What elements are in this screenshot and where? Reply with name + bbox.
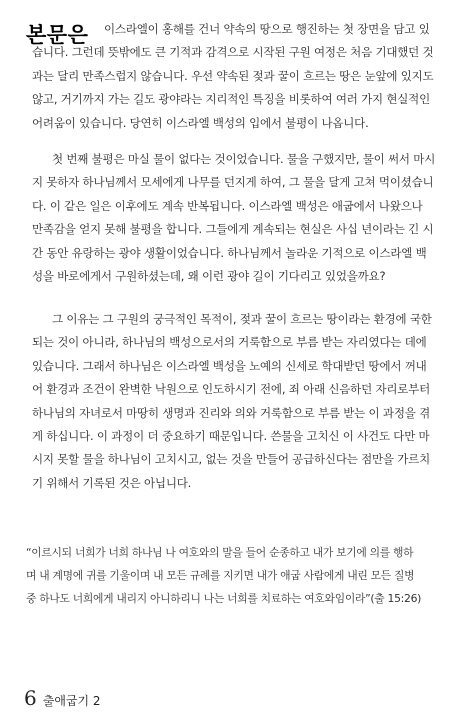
paragraph-line: 되는 것이 아니라, 하나님의 백성으로서의 거룩함으로 부름 받는 자리였다는 데에 — [32, 335, 427, 350]
paragraph-line: 만족감을 얻지 못해 불평을 합니다. 그들에게 계속되는 현실은 사십 년이라는 긴 시 — [32, 222, 434, 237]
paragraph-line: 시지 못할 물을 하나님이 고치시고, 없는 것을 만들어 공급하신다는 점만을 가르치 — [32, 452, 431, 467]
paragraph-1 — [32, 18, 450, 135]
quote-line: “이르시되 너희가 너희 하나님 나 여호와의 말을 들어 순종하고 내가 보기에 의를 행하 — [26, 546, 414, 559]
paragraph-line: 간 동안 유랑하는 광야 생활이었습니다. 하나님께서 놀라운 기적으로 이스라엘 백 — [32, 245, 427, 260]
paragraph-line: 지 못하자 하나님께서 모세에게 나무를 던지게 하여, 그 물을 달게 고쳐 먹이셨습니 — [32, 175, 434, 190]
paragraph-line: 있습니다. 그래서 하나님은 이스라엘 백성을 노예의 신세로 학대받던 땅에서 꺼내 — [32, 358, 427, 373]
paragraph-line: 어려움이 있습니다. 당연히 이스라엘 백성의 입에서 불평이 나옵니다. — [32, 115, 369, 130]
page-number: 6 — [24, 686, 37, 710]
lead-word: 본문은 — [26, 22, 89, 47]
quote-line: 며 내 계명에 귀를 기울이며 내 모든 규례를 지키면 내가 애굽 사람에게 내린 모든 질병 — [26, 569, 415, 582]
paragraph-line: 어 환경과 조건이 완벽한 낙원으로 인도하시기 전에, 죄 아래 신음하던 자리로부터 — [32, 382, 431, 397]
paragraph-line: 기 위해서 기록된 것은 아닙니다. — [32, 475, 192, 490]
scripture-quote — [26, 541, 454, 610]
quote-line: 중 하나도 너희에게 내리지 아니하리니 나는 너희를 치료하는 여호와임이라”(출 15:26) — [26, 592, 422, 605]
paragraph-2 — [32, 148, 450, 288]
paragraph-line: 게 하십니다. 이 과정이 더 중요하기 때문입니다. 쓴물을 고치신 이 사건도 다만 마 — [32, 429, 430, 444]
book-title: 출애굽기 2 — [42, 694, 101, 708]
paragraph-line: 그 이유는 그 구원의 궁극적인 목적이, 젖과 꿀이 흐르는 땅이라는 환경에 국한 — [52, 312, 432, 326]
paragraph-line: 첫 번째 불평은 마실 물이 없다는 것이었습니다. 물을 구했지만, 물이 써서 마시 — [52, 152, 436, 166]
paragraph-line: 이스라엘이 홍해를 건너 약속의 땅으로 행진하는 첫 장면을 담고 있 — [104, 22, 430, 36]
paragraph-3 — [32, 308, 450, 495]
paragraph-line: 과는 달리 만족스럽지 않습니다. 우선 약속된 젖과 꿀이 흐르는 땅은 눈앞에 있지도 — [32, 68, 434, 83]
paragraph-line: 하나님의 자녀로서 마땅히 생명과 진리와 의와 거룩함으로 부름 받는 이 과정을 겪 — [32, 405, 431, 420]
paragraph-line: 않고, 거기까지 가는 길도 광야라는 지리적인 특징을 비롯하여 여러 가지 현실적인 — [32, 92, 431, 107]
paragraph-line: 습니다. 그런데 뜻밖에도 큰 기적과 감격으로 시작된 구원 여정은 처음 기대했던 것 — [32, 45, 434, 60]
paragraph-line: 다. 이 같은 일은 이후에도 계속 반복됩니다. 이스라엘 백성은 애굽에서 나왔으나 — [32, 198, 423, 213]
page-footer — [24, 686, 101, 710]
paragraph-line: 성을 바로에게서 구원하셨는데, 왜 이런 광야 길이 기다리고 있었을까요? — [32, 269, 386, 284]
